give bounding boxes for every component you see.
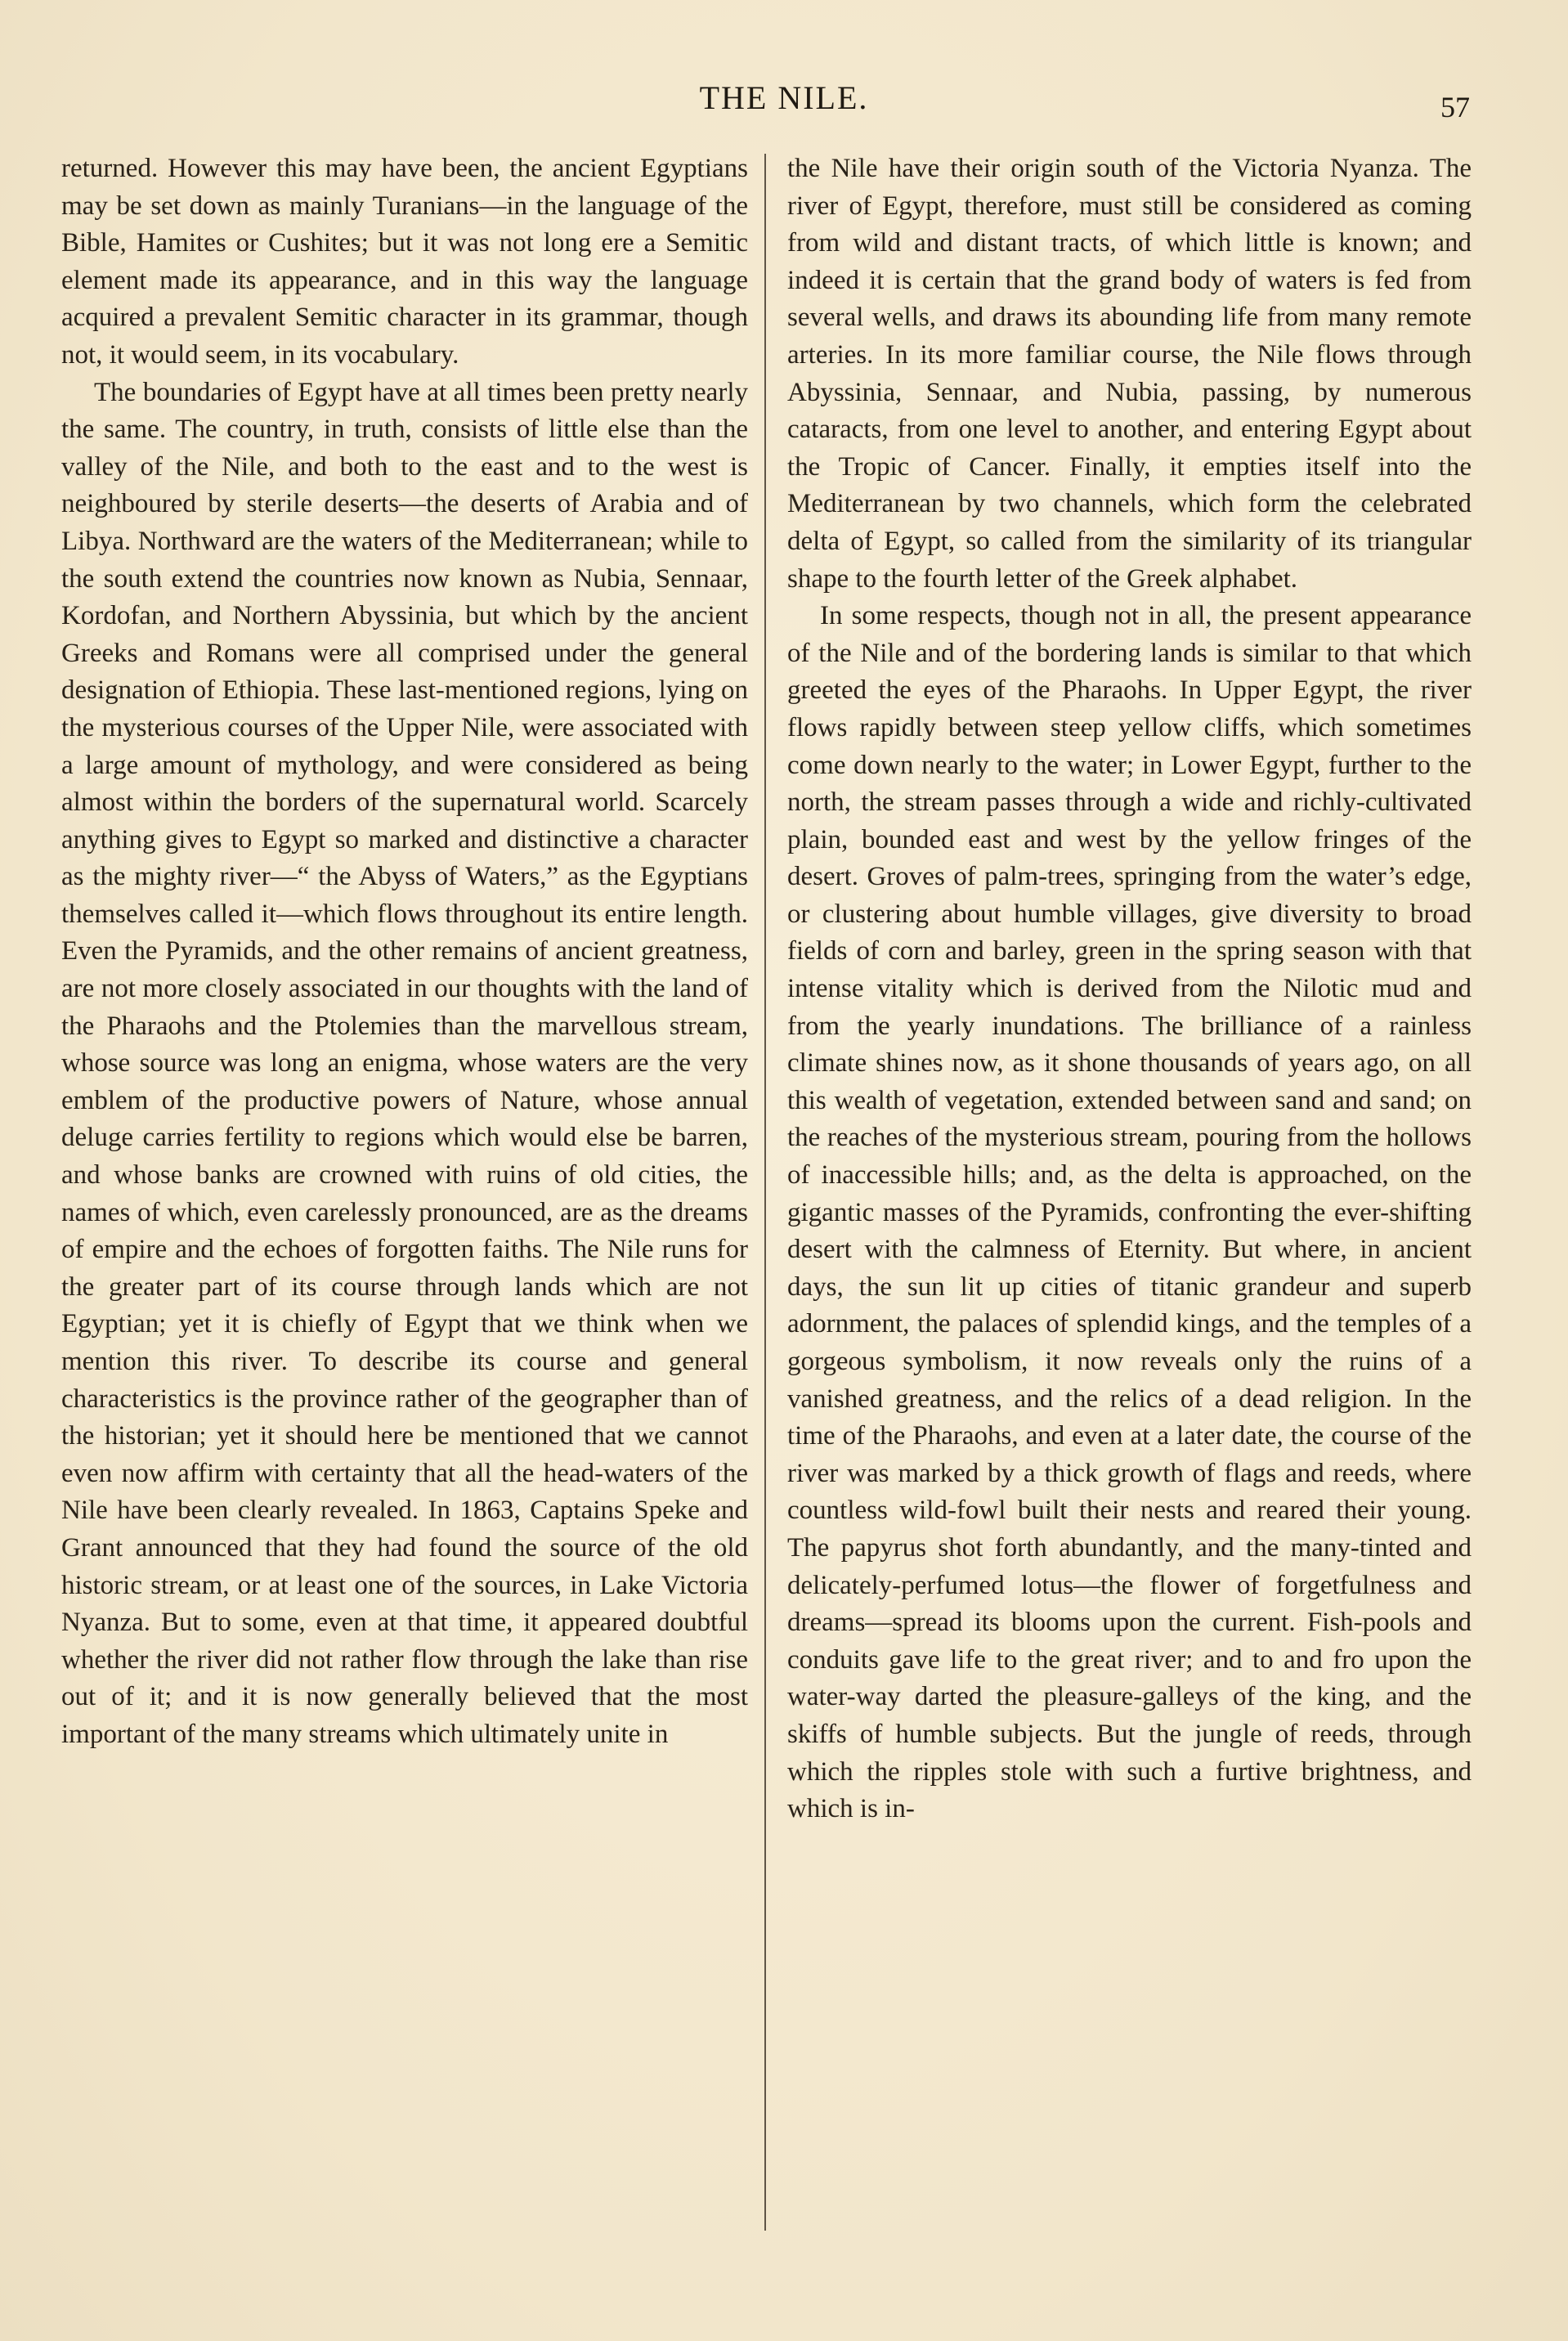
running-title: THE NILE. (699, 79, 869, 116)
page-number: 57 (1440, 91, 1470, 123)
column-rule (764, 154, 766, 2231)
paragraph-nile-origin: the Nile have their origin south of the Victoria Nyanza. The river of Egypt, therefore, must still be considered as coming from wild and distant tracts, of which little is known; and indeed it is certain that the grand body of waters is fed from several wells, and draws its abounding life from many remote arteries. In its more familiar course, the Nile flows through Abyssinia, Sennaar, and Nubia, passing, by numerous cataracts, from one level to another, and entering Egypt about the Tropic of Cancer. Finally, it empties itself into the Mediterranean by two channels, which form the celebrated delta of Egypt, so called from the similarity of its triangular shape to the fourth letter of the Greek alphabet. (787, 154, 1472, 594)
paragraph-boundaries-of-egypt: The boundaries of Egypt have at all times been pretty nearly the same. The country, in truth, consists of little else than the valley of the Nile, and both to the east and to the west is neighboured by sterile deserts—the deserts of Arabia and of Libya. Northward are the waters of the Mediterranean; while to the south extend the countries now known as Nubia, Sennaar, Kordofan, and Northern Abyssinia, but which by the ancient Greeks and Romans were all comprised under the general designation of Ethiopia. These last-mentioned regions, lying on the mysterious courses of the Upper Nile, were associated with a large amount of mythology, and were considered as being almost within the borders of the supernatural world. Scarcely anything gives to Egypt so marked and distinctive a character as the mighty river—“ the Abyss of Waters,” as the Egyptians themselves called it—which flows throughout its entire length. Even the Pyramids, and the other remains of ancient greatness, are not more closely associated in our thoughts with the land of the Pharaohs and the Ptolemies than the marvellous stream, whose source was long an enigma, whose waters are the very emblem of the productive powers of Nature, whose annual deluge carries fertility to regions which would else be barren, and whose banks are crowned with ruins of old cities, the names of which, even carelessly pronounced, are as the dreams of empire and the echoes of forgotten faiths. The Nile runs for the greater part of its course through lands which are not Egyptian; yet it is chiefly of Egypt that we think when we mention this river. To describe its course and general characteristics is the province rather of the geographer than of the historian; yet it should here be mentioned that we cannot even now affirm with certainty that all the head-waters of the Nile have been clearly revealed. In 1863, Captains Speke and Grant announced that they had found the source of the old historic stream, or at least one of the sources, in Lake Victoria Nyanza. But to some, even at that time, it appeared doubtful whether the river did not rather flow through the lake than rise out of it; and it is now generally believed that the most important of the many streams which ultimately unite in (61, 377, 748, 1749)
right-column (787, 150, 1472, 2244)
paragraph-present-appearance: In some respects, though not in all, the present appearance of the Nile and of the bordering lands is similar to that which greeted the eyes of the Pharaohs. In Upper Egypt, the river flows rapidly between steep yellow cliffs, which sometimes come down nearly to the water; in Lower Egypt, further to the north, the stream passes through a wide and richly-cultivated plain, bounded east and west by the yellow fringes of the desert. Groves of palm-trees, springing from the water’s edge, or clustering about humble villages, give diversity to broad fields of corn and barley, green in the spring season with that intense vitality which is derived from the Nilotic mud and from the yearly inundations. The brilliance of a rainless climate shines now, as it shone thousands of years ago, on all this wealth of vegetation, extended between sand and sand; on the reaches of the mysterious stream, pouring from the hollows of inaccessible hills; and, as the delta is approached, on the gigantic masses of the Pyramids, confronting the ever-shifting desert with the calmness of Eternity. But where, in ancient days, the sun lit up cities of titanic grandeur and superb adornment, the palaces of splendid kings, and the temples of a gorgeous symbolism, it now reveals only the ruins of a vanished greatness, and the relics of a dead religion. In the time of the Pharaohs, and even at a later date, the course of the river was marked by a thick growth of flags and reeds, where countless wild-fowl built their nests and reared their young. The papyrus shot forth abundantly, and the many-tinted and delicately-perfumed lotus—the flower of forgetfulness and dreams—spread its blooms upon the current. Fish-pools and conduits gave life to the great river; and to and fro upon the water-way darted the pleasure-galleys of the king, and the skiffs of humble subjects. But the jungle of reeds, through which the ripples stole with such a furtive brightness, and which is in- (787, 601, 1472, 1824)
left-column (61, 150, 748, 2244)
paragraph-continuation: returned. However this may have been, the ancient Egyptians may be set down as mainly Turanians—in the language of the Bible, Hamites or Cushites; but it was not long ere a Semitic element made its appearance, and in this way the language acquired a prevalent Semitic character in its grammar, though not, it would seem, in its vocabulary. (61, 154, 748, 370)
